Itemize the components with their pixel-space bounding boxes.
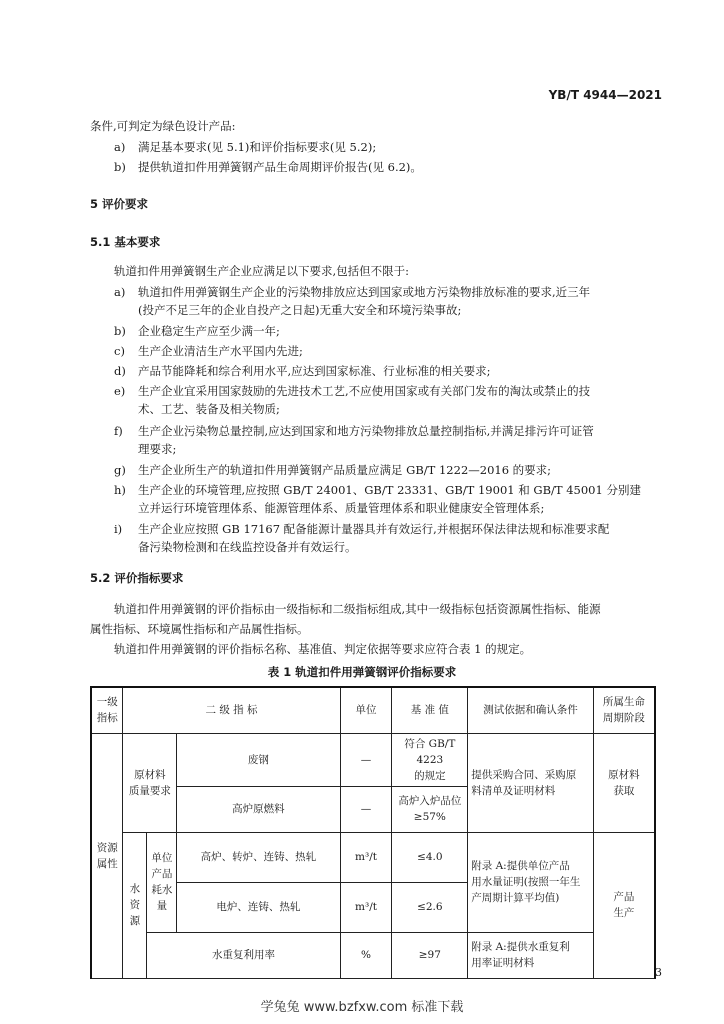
intro-item-a: a) 满足基本要求(见 5.1)和评价指标要求(见 5.2); [114,140,377,154]
list-item-a: a) 轨道扣件用弹簧钢生产企业的污染物排放应达到国家或地方污染物排放标准的要求,近三年 (投产不足三年的企业自投产之日起)无重大安全和环境污染事故; [114,285,591,317]
section-5-1-title: 5.1 基本要求 [90,235,161,249]
stage-production: 产品 生产 [593,832,655,978]
list-item-c: c) 生产企业清洁生产水平国内先进; [114,344,303,358]
evaluation-table [90,686,656,979]
section-5-2-title: 5.2 评价指标要求 [90,571,184,585]
table-row [91,932,655,978]
row-item: 高炉、转炉、连铸、热轧 [177,832,340,882]
row-unit: — [340,786,392,832]
list-item-h: h) 生产企业的环境管理,应按照 GB/T 24001、GB/T 23331、GB/T 19001 和 GB/T 45001 分别建 立并运行环境管理体系、能源管理体系、质量管理体系和职业健康安全管理体系; [114,483,641,515]
row-baseline: 符合 GB/T 4223 的规定 [392,733,468,786]
header-unit: 单位 [340,687,392,733]
row-item: 电炉、连铸、热轧 [177,882,340,932]
footer-watermark: 学兔兔 www.bzfxw.com 标准下载 [260,1000,464,1015]
row-unit: % [340,932,392,978]
standard-number: YB/T 4944—2021 [548,88,662,102]
list-item-i: i) 生产企业应按照 GB 17167 配备能源计量器具并有效运行,并根据环保法律法规和标准要求配 备污染物检测和在线监控设备并有效运行。 [114,522,610,554]
header-level1: 一级 指标 [91,687,123,733]
row-baseline: ≤2.6 [392,882,468,932]
page-number: 3 [655,966,662,979]
row-item: 高炉原燃料 [177,786,340,832]
unit-water-group: 单位 产品 耗水 量 [147,832,177,932]
row-unit: — [340,733,392,786]
section-5-1-lead: 轨道扣件用弹簧钢生产企业应满足以下要求,包括但不限于: [114,264,410,278]
row-unit: m³/t [340,832,392,882]
list-item-e: e) 生产企业宜采用国家鼓励的先进技术工艺,不应使用国家或有关部门发布的淘汰或禁止的技 术、工艺、装备及相关物质; [114,384,591,416]
raw-material-group: 原材料 质量要求 [123,733,177,832]
list-item-b: b) 企业稳定生产应至少满一年; [114,324,280,338]
list-item-g: g) 生产企业所生产的轨道扣件用弹簧钢产品质量应满足 GB/T 1222—2016 的要求; [114,463,552,477]
section-5-2-para1-line1: 轨道扣件用弹簧钢的评价指标由一级指标和二级指标组成,其中一级指标包括资源属性指标、能源 [114,602,601,616]
row-unit: m³/t [340,882,392,932]
level1-resource: 资源 属性 [91,733,123,978]
intro-line: 条件,可判定为绿色设计产品: [90,119,236,133]
table-row [91,832,655,882]
header-stage: 所属生命 周期阶段 [593,687,655,733]
row-item: 水重复利用率 [147,932,340,978]
row-baseline: ≥97 [392,932,468,978]
section-5-title: 5 评价要求 [90,197,149,211]
table-caption: 表 1 轨道扣件用弹簧钢评价指标要求 [267,665,457,679]
stage-raw: 原材料 获取 [593,733,655,832]
basis-reuse: 附录 A:提供水重复利 用率证明材料 [468,932,593,978]
basis-raw: 提供采购合同、采购原 料清单及证明材料 [468,733,593,832]
header-baseline: 基 准 值 [392,687,468,733]
water-group: 水资 源 [123,832,147,978]
row-item: 废钢 [177,733,340,786]
header-level2: 二 级 指 标 [123,687,340,733]
basis-unit-water: 附录 A:提供单位产品 用水量证明(按照一年生 产周期计算平均值) [468,832,593,932]
list-item-d: d) 产品节能降耗和综合利用水平,应达到国家标准、行业标准的相关要求; [114,364,491,378]
section-5-2-para1-line2: 属性指标、环境属性指标和产品属性指标。 [90,622,309,636]
row-baseline: ≤4.0 [392,832,468,882]
header-basis: 测试依据和确认条件 [468,687,593,733]
table-row [91,733,655,786]
list-item-f: f) 生产企业污染物总量控制,应达到国家和地方污染物排放总量控制指标,并满足排污许可证管 理要求; [114,424,594,456]
row-baseline: 高炉入炉品位 ≥57% [392,786,468,832]
table-header-row [91,687,655,733]
section-5-2-para2: 轨道扣件用弹簧钢的评价指标名称、基准值、判定依据等要求应符合表 1 的规定。 [114,642,532,656]
intro-item-b: b) 提供轨道扣件用弹簧钢产品生命周期评价报告(见 6.2)。 [114,160,422,174]
